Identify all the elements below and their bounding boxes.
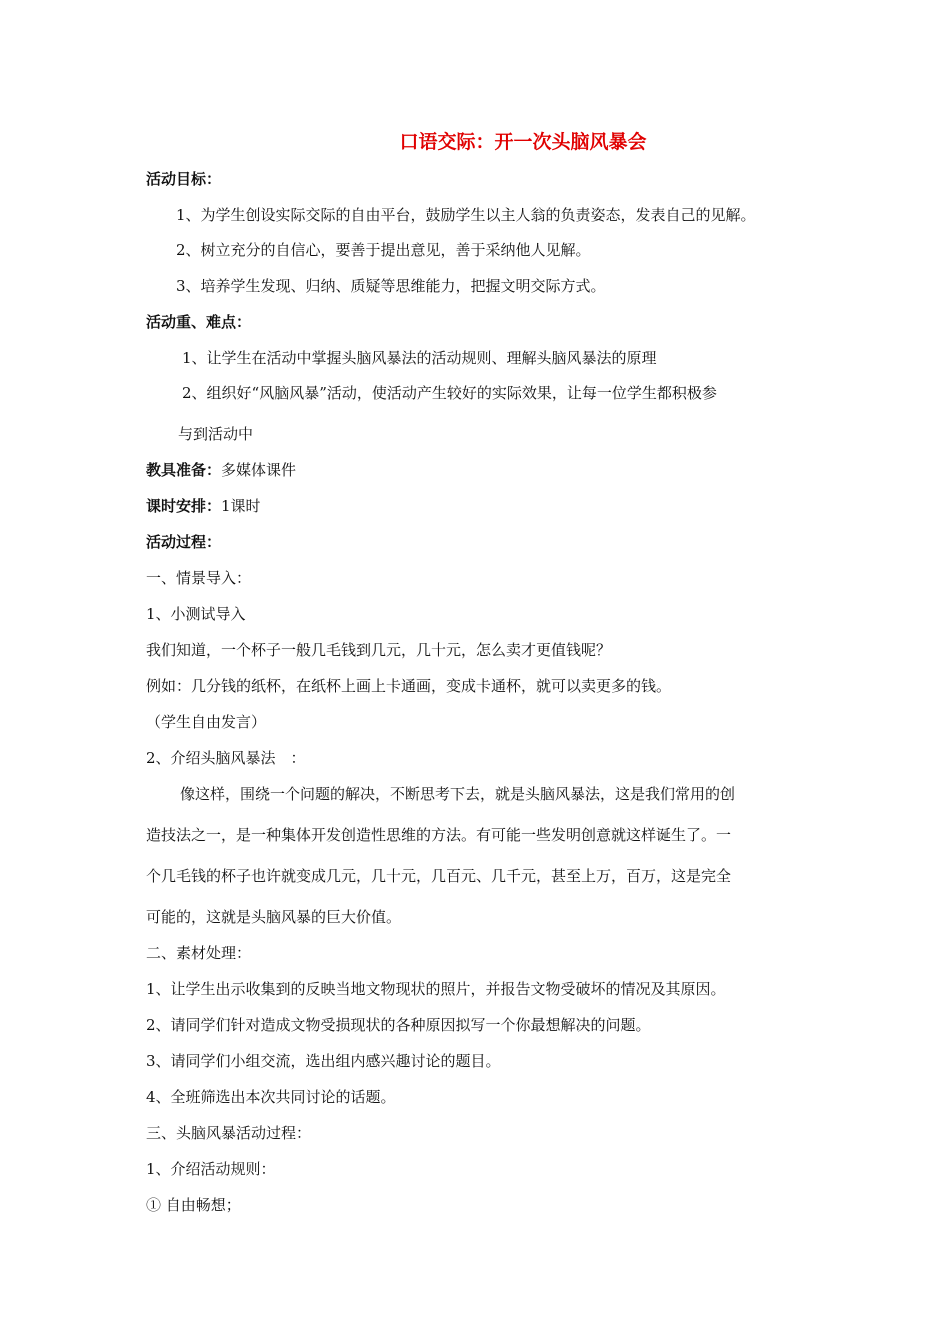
key-point-item-2: 2、组织好“风脑风暴”活动，使活动产生较好的实际效果，让每一位学生都积极参: [182, 384, 717, 402]
schedule-value: 1课时: [221, 497, 261, 515]
paragraph-line: 我们知道，一个杯子一般几毛钱到几元，几十元，怎么卖才更值钱呢？: [146, 641, 612, 659]
materials-label: 教具准备：: [146, 461, 222, 479]
goal-item-3: 3、培养学生发现、归纳、质疑等思维能力，把握文明交际方式。: [176, 277, 606, 295]
subsection-3-1: 1、介绍活动规则：: [146, 1160, 276, 1178]
key-point-item-2-cont: 与到活动中: [178, 425, 254, 443]
key-point-item-1: 1、让学生在活动中掌握头脑风暴法的活动规则、理解头脑风暴法的原理: [182, 349, 657, 367]
section-heading-2: 二、素材处理：: [146, 944, 252, 962]
schedule-line: [146, 496, 261, 516]
paragraph-line: 像这样，围绕一个问题的解决，不断思考下去，就是头脑风暴法，这是我们常用的创: [180, 785, 736, 803]
paragraph-line: 个几毛钱的杯子也许就变成几元，几十元，几百元、几千元，甚至上万，百万，这是完全: [146, 867, 732, 885]
schedule-label: 课时安排：: [146, 497, 222, 515]
section-heading-1: 一、情景导入：: [146, 569, 252, 587]
page-title: 口语交际：开一次头脑风暴会: [399, 131, 647, 153]
paragraph-line: 造技法之一，是一种集体开发创造性思维的方法。有可能一些发明创意就这样诞生了。一: [146, 826, 732, 844]
materials-line: [146, 460, 296, 480]
paragraph-line: 可能的，这就是头脑风暴的巨大价值。: [146, 908, 402, 926]
list-item: 4、全班筛选出本次共同讨论的话题。: [146, 1088, 396, 1106]
goal-item-2: 2、树立充分的自信心，要善于提出意见，善于采纳他人见解。: [176, 241, 591, 259]
key-points-heading: 活动重、难点：: [146, 313, 252, 331]
goal-item-1: 1、为学生创设实际交际的自由平台，鼓励学生以主人翁的负责姿态，发表自己的见解。: [176, 206, 756, 224]
list-item: 3、请同学们小组交流，选出组内感兴趣讨论的题目。: [146, 1052, 501, 1070]
materials-value: 多媒体课件: [221, 461, 297, 479]
goals-heading: 活动目标：: [146, 170, 222, 188]
list-item: 2、请同学们针对造成文物受损现状的各种原因拟写一个你最想解决的问题。: [146, 1016, 651, 1034]
section-heading-3: 三、头脑风暴活动过程：: [146, 1124, 312, 1142]
list-item: ① 自由畅想；: [146, 1196, 241, 1214]
process-heading: 活动过程：: [146, 533, 222, 551]
paragraph-line: 例如：几分钱的纸杯，在纸杯上画上卡通画，变成卡通杯，就可以卖更多的钱。: [146, 677, 672, 695]
list-item: 1、让学生出示收集到的反映当地文物现状的照片，并报告文物受破坏的情况及其原因。: [146, 980, 726, 998]
subsection-1-1: 1、小测试导入: [146, 605, 246, 623]
subsection-1-2: 2、介绍头脑风暴法 ：: [146, 749, 306, 767]
paragraph-line: （学生自由发言）: [146, 713, 267, 731]
